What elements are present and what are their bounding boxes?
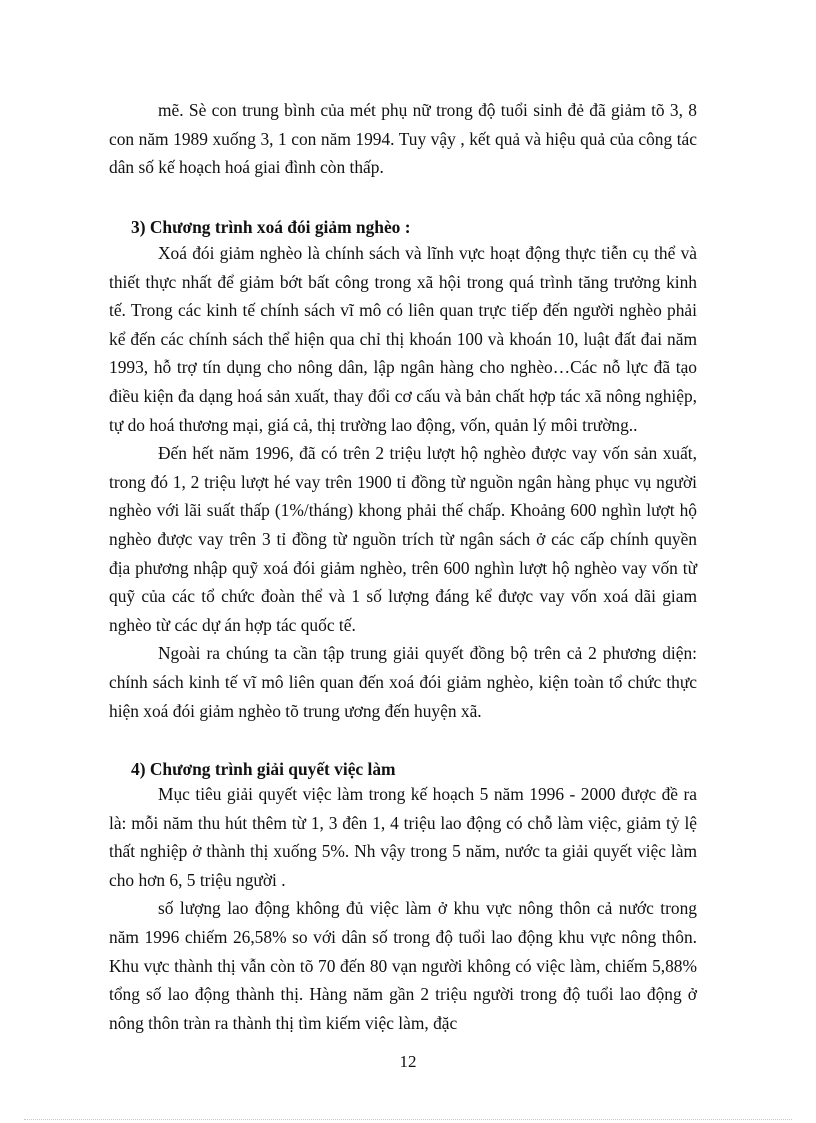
heading-poverty-reduction: 3) Chương trình xoá đói giảm nghèo : [131,217,411,237]
paragraph-poverty-solutions: Ngoài ra chúng ta cần tập trung giải quyết đồng bộ trên cả 2 phương diện: chính sách kinh tế vĩ mô liên quan đến xoá đói giảm nghèo, kiện toàn tổ chức thực hiện xoá đói giảm nghèo tõ trung ương đến huyện xã. [109,643,697,721]
paragraph-employment-status: số lượng lao động không đủ việc làm ở khu vực nông thôn cả nước trong năm 1996 chiếm 26,58% so với dân số trong độ tuổi lao động khu vực nông thôn. Khu vực thành thị vẫn còn tõ 70 đến 80 vạn người không có việc làm, chiếm 5,88% tổng số lao động thành thị. Hàng năm gần 2 triệu người trong độ tuổi lao động ở nông thôn tràn ra thành thị tìm kiếm việc làm, đặc [109,898,697,1033]
paragraph-population-result: mẽ. Sè con trung bình của mét phụ nữ trong độ tuổi sinh đẻ đã giảm tõ 3, 8 con năm 1989 xuống 3, 1 con năm 1994. Tuy vậy , kết quả và hiệu quả của công tác dân số kế hoạch hoá giai đình còn thấp. [109,100,697,178]
text-section-population [109,96,697,182]
page-number: 12 [399,1052,417,1071]
heading-employment: 4) Chương trình giải quyết việc làm [131,759,396,779]
text-section-poverty [109,239,697,725]
page-bottom-border [24,1119,792,1120]
paragraph-poverty-loans: Đến hết năm 1996, đã có trên 2 triệu lượt hộ nghèo được vay vốn sản xuất, trong đó 1, 2 triệu lượt hé vay trên 1900 tỉ đồng từ nguồn ngân hàng phục vụ người nghèo với lãi suất thấp (1%/tháng) khong phải thế chấp. Khoảng 600 nghìn lượt hộ nghèo được vay trên 3 tỉ đồng từ nguồn trích từ ngân sách ở các cấp chính quyền địa phương nhập quỹ xoá đói giảm nghèo, trên 600 nghìn lượt hộ nghèo vay vốn từ quỹ của các tổ chức đoàn thể và 1 số lượng đáng kể được vay vốn xoá dãi giam nghèo từ các dự án hợp tác quốc tế. [109,443,697,635]
text-section-employment [109,780,697,1037]
paragraph-poverty-policy: Xoá đói giảm nghèo là chính sách và lĩnh vực hoạt động thực tiễn cụ thể và thiết thực nhất để giảm bớt bất công trong xã hội trong quá trình tăng trưởng kinh tế. Trong các kinh tế chính sách vĩ mô có liên quan trực tiếp đến người nghèo phải kể đến các chính sách thể hiện qua chỉ thị khoán 100 và khoán 10, luật đất đai năm 1993, hỗ trợ tín dụng cho nông dân, lập ngân hàng cho nghèo…Các nỗ lực đã tạo điều kiện đa dạng hoá sản xuất, thay đổi cơ cấu và bản chất hợp tác xã nông nghiệp, tự do hoá thương mại, giá cả, thị trường lao động, vốn, quản lý môi trường.. [109,243,697,435]
paragraph-employment-goals: Mục tiêu giải quyết việc làm trong kế hoạch 5 năm 1996 - 2000 được đề ra là: mỗi năm thu hút thêm từ 1, 3 đên 1, 4 triệu lao động có chỗ làm việc, giảm tỷ lệ thất nghiệp ở thành thị xuống 5%. Nh vậy trong 5 năm, nước ta giải quyết việc làm cho hơn 6, 5 triệu người . [109,784,697,890]
